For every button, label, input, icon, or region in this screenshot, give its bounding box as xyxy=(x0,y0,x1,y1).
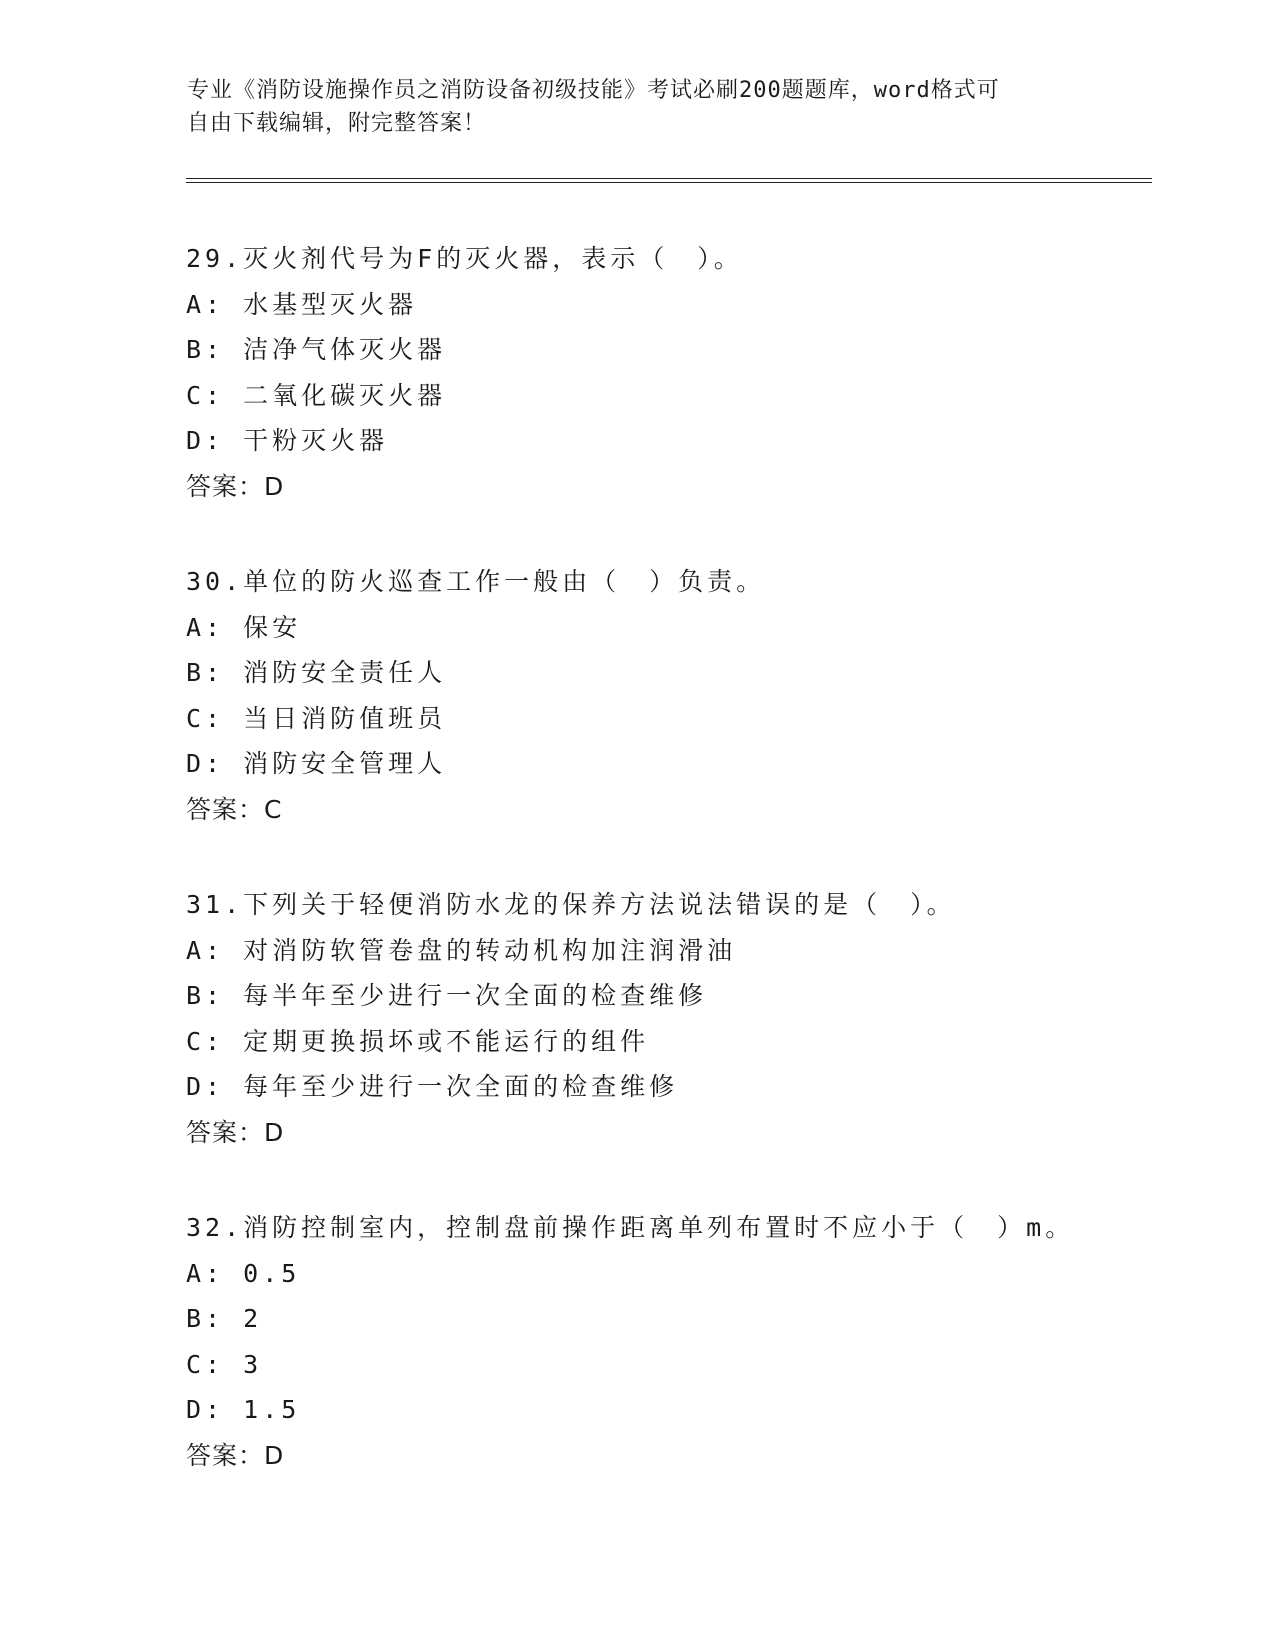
document-header xyxy=(187,74,1067,140)
answer-line: 答案：D xyxy=(186,471,285,501)
option-c: C: 当日消防值班员 xyxy=(186,703,447,733)
question-stem: 32.消防控制室内，控制盘前操作距离单列布置时不应小于（ ）m。 xyxy=(186,1213,1075,1242)
option-b: B: 洁净气体灭火器 xyxy=(186,335,447,364)
question-list xyxy=(186,236,1166,1528)
option-b: B: 2 xyxy=(186,1304,263,1333)
answer-line: 答案：D xyxy=(186,1117,285,1147)
header-line-1: 专业《消防设施操作员之消防设备初级技能》考试必刷200题题库，word格式可 xyxy=(187,78,1000,103)
option-a: A: 对消防软管卷盘的转动机构加注润滑油 xyxy=(186,935,737,965)
option-a: A: 水基型灭火器 xyxy=(186,289,418,319)
option-d: D: 1.5 xyxy=(186,1395,301,1424)
question-stem: 29.灭火剂代号为F的灭火器，表示（ ）。 xyxy=(186,244,743,273)
question-30 xyxy=(186,559,1166,832)
question-stem: 31.下列关于轻便消防水龙的保养方法说法错误的是（ ）。 xyxy=(186,890,956,919)
header-divider xyxy=(186,178,1152,183)
option-d: D: 消防安全管理人 xyxy=(186,749,447,778)
answer-line: 答案：C xyxy=(186,794,283,824)
option-c: C: 二氧化碳灭火器 xyxy=(186,380,447,410)
header-line-2: 自由下载编辑，附完整答案！ xyxy=(187,111,487,136)
option-a: A: 0.5 xyxy=(186,1258,301,1288)
question-stem: 30.单位的防火巡查工作一般由（ ）负责。 xyxy=(186,567,766,596)
option-c: C: 3 xyxy=(186,1349,263,1379)
question-29 xyxy=(186,236,1166,509)
option-a: A: 保安 xyxy=(186,612,302,642)
option-b: B: 每半年至少进行一次全面的检查维修 xyxy=(186,981,708,1010)
option-d: D: 每年至少进行一次全面的检查维修 xyxy=(186,1072,679,1101)
option-b: B: 消防安全责任人 xyxy=(186,658,447,687)
option-c: C: 定期更换损坏或不能运行的组件 xyxy=(186,1026,650,1056)
option-d: D: 干粉灭火器 xyxy=(186,426,389,455)
answer-line: 答案：D xyxy=(186,1440,285,1470)
question-31 xyxy=(186,882,1166,1155)
question-32 xyxy=(186,1205,1166,1478)
